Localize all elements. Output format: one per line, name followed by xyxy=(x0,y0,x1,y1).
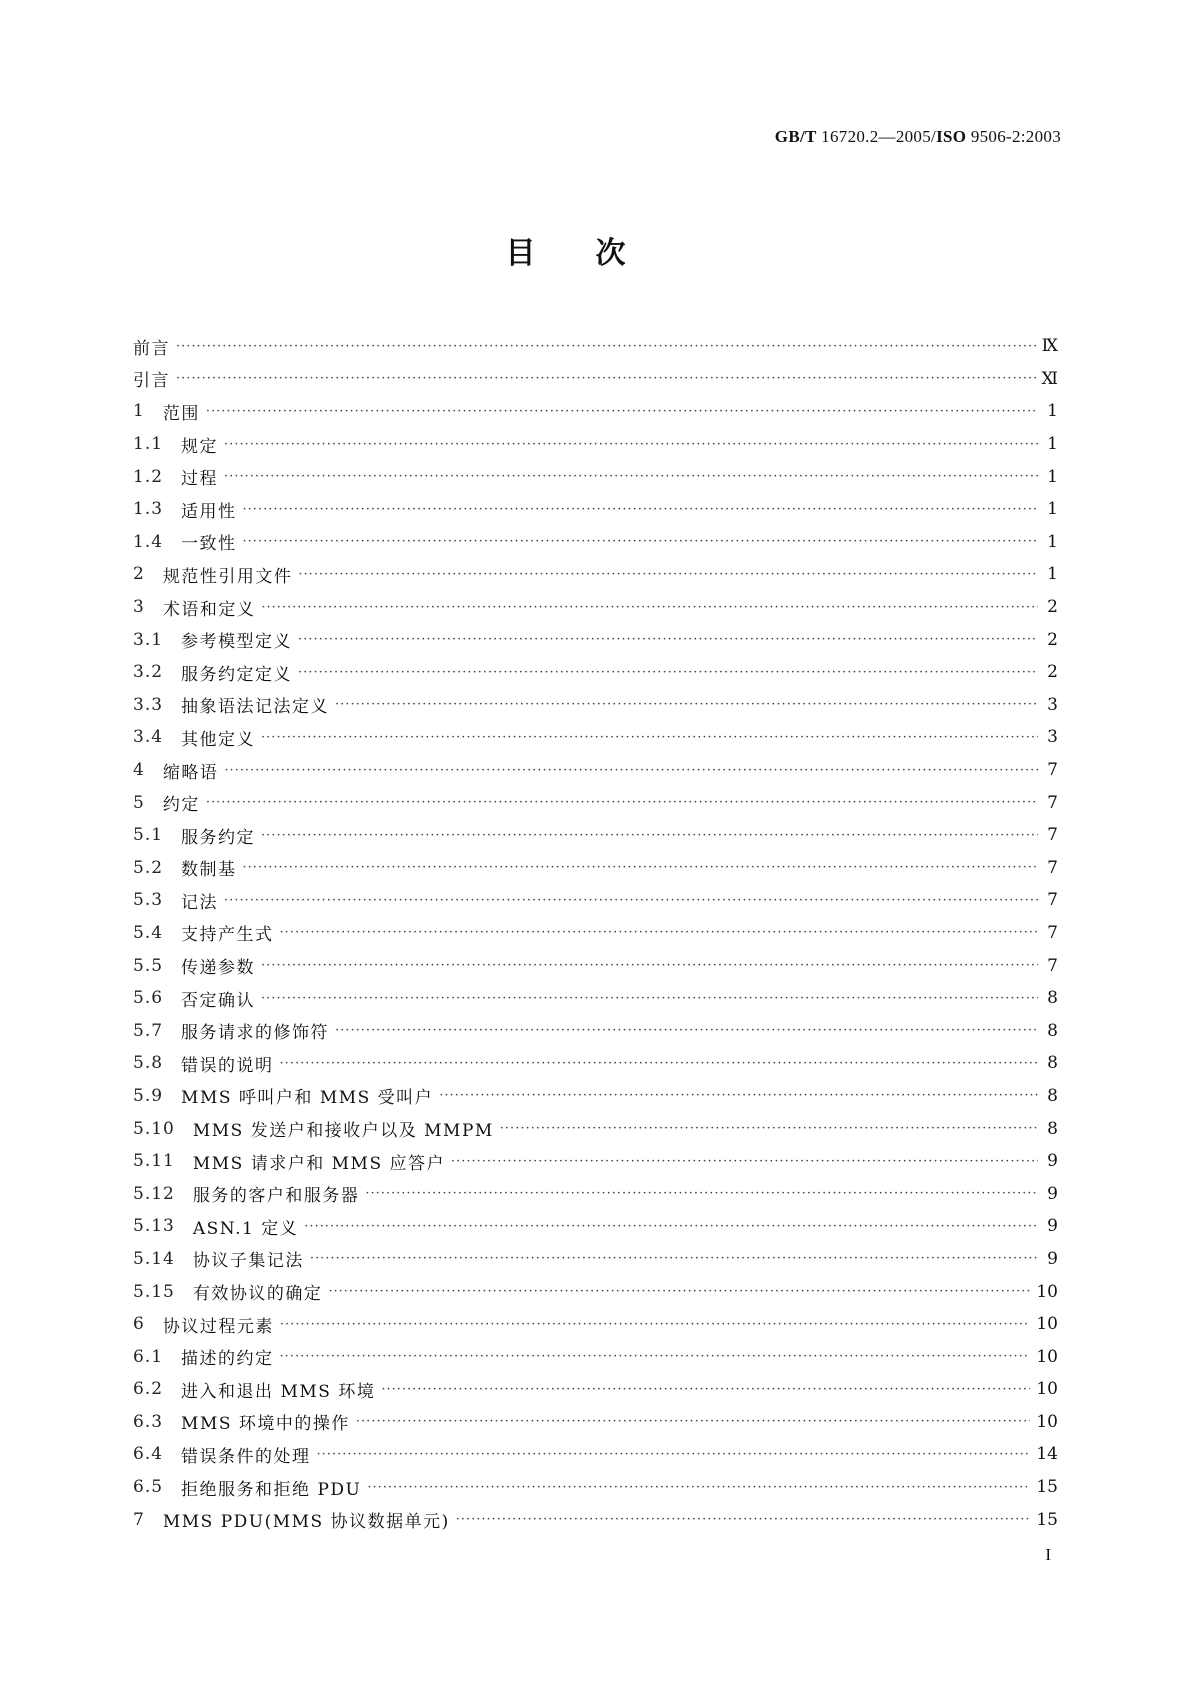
toc-entry-label: 服务约定定义 xyxy=(181,664,293,685)
toc-entry-page: 8 xyxy=(1047,1085,1058,1106)
toc-entry-number: 1.2 xyxy=(133,466,164,487)
dot-leader xyxy=(261,991,1038,1006)
toc-entry[interactable] xyxy=(133,852,1058,885)
toc-entry-number: 6 xyxy=(133,1314,145,1335)
toc-entry-page: 7 xyxy=(1047,890,1058,911)
toc-entry-page: 7 xyxy=(1047,760,1058,781)
toc-entry-page: 10 xyxy=(1036,1281,1058,1302)
dot-leader xyxy=(176,339,1036,354)
toc-entry-page: Ⅺ xyxy=(1041,368,1058,389)
toc-entry-number: 5.11 xyxy=(133,1151,175,1172)
toc-entry-label: ASN.1 定义 xyxy=(192,1218,299,1239)
dot-leader xyxy=(280,925,1038,940)
toc-entry-label: 协议过程元素 xyxy=(162,1316,274,1337)
dot-leader xyxy=(261,600,1038,615)
toc-entry[interactable] xyxy=(133,1308,1058,1341)
toc-entry-label: 抽象语法记法定义 xyxy=(181,697,330,718)
dot-leader xyxy=(335,1023,1038,1038)
toc-entry-label: 否定确认 xyxy=(181,990,256,1011)
toc-entry-label: MMS 呼叫户和 MMS 受叫户 xyxy=(181,1088,434,1109)
toc-entry-page: 15 xyxy=(1036,1477,1058,1498)
dot-leader xyxy=(243,534,1038,549)
toc-entry[interactable] xyxy=(133,1373,1058,1406)
page-title: 目次 xyxy=(505,236,686,271)
toc-entry-number: 5.15 xyxy=(133,1281,175,1302)
toc-entry-number: 6.1 xyxy=(133,1346,164,1367)
toc-entry[interactable] xyxy=(133,917,1058,950)
toc-entry-page: 8 xyxy=(1047,1118,1058,1139)
toc-entry[interactable] xyxy=(133,1406,1058,1439)
dot-leader xyxy=(451,1154,1038,1169)
dot-leader xyxy=(261,730,1038,745)
toc-entry-label: 适用性 xyxy=(181,501,237,522)
toc-entry-number: 4 xyxy=(133,760,145,781)
dot-leader xyxy=(439,1088,1038,1103)
toc-entry-page: 8 xyxy=(1047,988,1058,1009)
dot-leader xyxy=(335,697,1038,712)
toc-entry-number: 5.14 xyxy=(133,1248,175,1269)
toc-entry-page: 10 xyxy=(1036,1411,1058,1432)
toc-entry-page: 2 xyxy=(1047,662,1058,683)
toc-entry-label: 记法 xyxy=(181,892,219,913)
toc-entry-number: 7 xyxy=(133,1509,145,1530)
dot-leader xyxy=(224,763,1038,778)
dot-leader xyxy=(304,1219,1038,1234)
dot-leader xyxy=(456,1512,1031,1527)
toc-entry-page: 9 xyxy=(1047,1216,1058,1237)
toc-entry[interactable] xyxy=(133,1177,1058,1210)
toc-entry-page: 1 xyxy=(1047,531,1058,552)
toc-entry-label: MMS 请求户和 MMS 应答户 xyxy=(192,1153,445,1174)
toc-entry[interactable] xyxy=(133,754,1058,787)
toc-entry[interactable] xyxy=(133,623,1058,656)
toc-entry-page: 3 xyxy=(1047,694,1058,715)
toc-entry[interactable] xyxy=(133,721,1058,754)
toc-entry-label: 传递参数 xyxy=(181,958,256,979)
dot-leader xyxy=(298,567,1038,582)
dot-leader xyxy=(280,1056,1038,1071)
toc-entry[interactable] xyxy=(133,656,1058,689)
toc-entry-number: 5.5 xyxy=(133,955,164,976)
dot-leader xyxy=(356,1414,1030,1429)
toc-entry-page: 2 xyxy=(1047,629,1058,650)
dot-leader xyxy=(500,1121,1038,1136)
toc-entry-page: 1 xyxy=(1047,466,1058,487)
toc-entry-label: 范围 xyxy=(162,403,200,424)
toc-entry-label: 一致性 xyxy=(181,534,237,555)
toc-entry-number: 1.1 xyxy=(133,434,164,455)
toc-entry[interactable] xyxy=(133,1471,1058,1504)
toc-entry-label: 约定 xyxy=(162,795,200,816)
dot-leader xyxy=(298,665,1038,680)
toc-entry[interactable] xyxy=(133,1014,1058,1047)
toc-entry-label: MMS PDU(MMS 协议数据单元) xyxy=(162,1512,450,1533)
dot-leader xyxy=(224,893,1038,908)
toc-entry-number: 5.1 xyxy=(133,825,164,846)
toc-entry-page: 8 xyxy=(1047,1053,1058,1074)
toc-entry-page: 10 xyxy=(1036,1379,1058,1400)
toc-entry-number: 5.9 xyxy=(133,1085,164,1106)
toc-entry[interactable] xyxy=(133,1210,1058,1243)
toc-entry[interactable] xyxy=(133,591,1058,624)
toc-entry-label: 有效协议的确定 xyxy=(192,1284,323,1305)
toc-entry-label: 过程 xyxy=(181,469,219,490)
toc-entry[interactable] xyxy=(133,982,1058,1015)
dot-leader xyxy=(280,1349,1031,1364)
dot-leader xyxy=(381,1382,1030,1397)
toc-entry[interactable] xyxy=(133,363,1058,396)
toc-entry-label: 错误的说明 xyxy=(181,1055,274,1076)
toc-entry-page: 2 xyxy=(1047,597,1058,618)
document-code xyxy=(775,127,1061,147)
dot-leader xyxy=(243,502,1038,517)
toc-entry-number: 1.3 xyxy=(133,499,164,520)
toc-entry-page: 7 xyxy=(1047,955,1058,976)
dot-leader xyxy=(206,404,1038,419)
dot-leader xyxy=(261,828,1038,843)
toc-entry-number: 5.6 xyxy=(133,988,164,1009)
toc-entry-page: 3 xyxy=(1047,727,1058,748)
toc-entry-page: 8 xyxy=(1047,1020,1058,1041)
toc-entry-label: MMS 环境中的操作 xyxy=(181,1414,350,1435)
dot-leader xyxy=(367,1480,1030,1495)
toc-entry-page: 14 xyxy=(1036,1444,1058,1465)
toc-entry[interactable] xyxy=(133,428,1058,461)
toc-entry-number: 5.13 xyxy=(133,1216,175,1237)
toc-entry-label: 术语和定义 xyxy=(162,599,256,620)
toc-entry-number: 3.1 xyxy=(133,629,164,650)
toc-entry[interactable] xyxy=(133,689,1058,722)
toc-entry-label: 进入和退出 MMS 环境 xyxy=(181,1381,376,1402)
toc-entry-label: 服务的客户和服务器 xyxy=(192,1186,360,1207)
code-part: 9506-2:2003 xyxy=(966,127,1061,146)
toc-entry-number: 6.4 xyxy=(133,1444,164,1465)
toc-entry[interactable] xyxy=(133,1275,1058,1308)
dot-leader xyxy=(310,1251,1038,1266)
dot-leader xyxy=(280,1317,1031,1332)
toc-entry-label: 其他定义 xyxy=(181,729,256,750)
toc-entry-number: 5.8 xyxy=(133,1053,164,1074)
dot-leader xyxy=(298,632,1038,647)
toc-entry-number: 5.7 xyxy=(133,1020,164,1041)
toc-entry-number: 6.3 xyxy=(133,1411,164,1432)
toc-entry-label: 数制基 xyxy=(181,860,237,881)
toc-entry[interactable] xyxy=(133,1503,1058,1536)
toc-entry-page: 9 xyxy=(1047,1183,1058,1204)
toc-entry-page: 7 xyxy=(1047,857,1058,878)
toc-entry-page: Ⅸ xyxy=(1041,336,1058,357)
toc-entry-number: 6.2 xyxy=(133,1379,164,1400)
toc-entry-label: 服务请求的修饰符 xyxy=(181,1023,330,1044)
code-part: ISO xyxy=(936,127,967,146)
toc-entry-number: 5.2 xyxy=(133,857,164,878)
dot-leader xyxy=(206,795,1038,810)
toc-entry-label: 参考模型定义 xyxy=(181,632,293,653)
toc-entry-page: 7 xyxy=(1047,825,1058,846)
toc-entry-number: 3.3 xyxy=(133,694,164,715)
toc-entry-label: 描述的约定 xyxy=(181,1349,274,1370)
toc-entry-number: 5.4 xyxy=(133,922,164,943)
toc-entry-page: 9 xyxy=(1047,1151,1058,1172)
toc-entry-page: 7 xyxy=(1047,922,1058,943)
dot-leader xyxy=(261,958,1038,973)
toc-entry-page: 7 xyxy=(1047,792,1058,813)
toc-entry[interactable] xyxy=(133,330,1058,363)
toc-entry-page: 1 xyxy=(1047,499,1058,520)
toc-entry-page: 9 xyxy=(1047,1248,1058,1269)
toc-entry-number: 6.5 xyxy=(133,1477,164,1498)
toc-entry[interactable] xyxy=(133,1438,1058,1471)
toc-entry-number: 5 xyxy=(133,792,145,813)
toc-entry-page: 15 xyxy=(1036,1509,1058,1530)
toc-entry-label: 引言 xyxy=(133,371,170,392)
toc-entry[interactable] xyxy=(133,1112,1058,1145)
toc-entry[interactable] xyxy=(133,949,1058,982)
toc-entry-label: 错误条件的处理 xyxy=(181,1446,311,1467)
toc-entry-number: 5.10 xyxy=(133,1118,175,1139)
toc-entry[interactable] xyxy=(133,493,1058,526)
toc-entry[interactable] xyxy=(133,1243,1058,1276)
dot-leader xyxy=(224,469,1038,484)
toc-entry-page: 10 xyxy=(1036,1314,1058,1335)
dot-leader xyxy=(317,1447,1031,1462)
toc-entry-label: 规定 xyxy=(181,436,219,457)
toc-entry-number: 5.3 xyxy=(133,890,164,911)
toc-entry-page: 1 xyxy=(1047,564,1058,585)
toc-entry-label: 协议子集记法 xyxy=(192,1251,304,1272)
dot-leader xyxy=(176,371,1036,386)
toc-entry[interactable] xyxy=(133,558,1058,591)
dot-leader xyxy=(365,1186,1038,1201)
toc-entry[interactable] xyxy=(133,819,1058,852)
toc-entry[interactable] xyxy=(133,460,1058,493)
toc-entry-number: 3.2 xyxy=(133,662,164,683)
toc-entry-label: 缩略语 xyxy=(162,762,219,783)
toc-entry[interactable] xyxy=(133,786,1058,819)
toc-entry-number: 5.12 xyxy=(133,1183,175,1204)
toc-entry[interactable] xyxy=(133,1145,1058,1178)
toc-entry-number: 1.4 xyxy=(133,531,164,552)
toc-entry[interactable] xyxy=(133,526,1058,559)
dot-leader xyxy=(328,1284,1030,1299)
toc-entry-label: 前言 xyxy=(133,338,170,359)
dot-leader xyxy=(243,860,1038,875)
toc-entry-page: 1 xyxy=(1047,434,1058,455)
code-part: 16720.2—2005/ xyxy=(816,127,937,146)
toc-entry-number: 3 xyxy=(133,597,145,618)
toc-entry[interactable] xyxy=(133,1047,1058,1080)
toc-entry[interactable] xyxy=(133,1340,1058,1373)
toc-entry-page: 10 xyxy=(1036,1346,1058,1367)
dot-leader xyxy=(224,437,1038,452)
toc-entry[interactable] xyxy=(133,1080,1058,1113)
toc-entry[interactable] xyxy=(133,884,1058,917)
toc-entry-label: 服务约定 xyxy=(181,827,256,848)
toc-entry-number: 1 xyxy=(133,401,145,422)
toc-entry-number: 3.4 xyxy=(133,727,164,748)
toc-entry-label: MMS 发送户和接收户以及 MMPM xyxy=(192,1121,494,1142)
code-part: GB/T xyxy=(774,127,817,146)
page-number: I xyxy=(1045,1545,1051,1564)
table-of-contents xyxy=(133,330,1058,1536)
toc-entry-number: 2 xyxy=(133,564,145,585)
toc-entry-label: 规范性引用文件 xyxy=(162,566,293,587)
toc-entry-label: 拒绝服务和拒绝 PDU xyxy=(181,1479,362,1500)
toc-entry-page: 1 xyxy=(1047,401,1058,422)
toc-entry[interactable] xyxy=(133,395,1058,428)
toc-entry-label: 支持产生式 xyxy=(181,925,274,946)
